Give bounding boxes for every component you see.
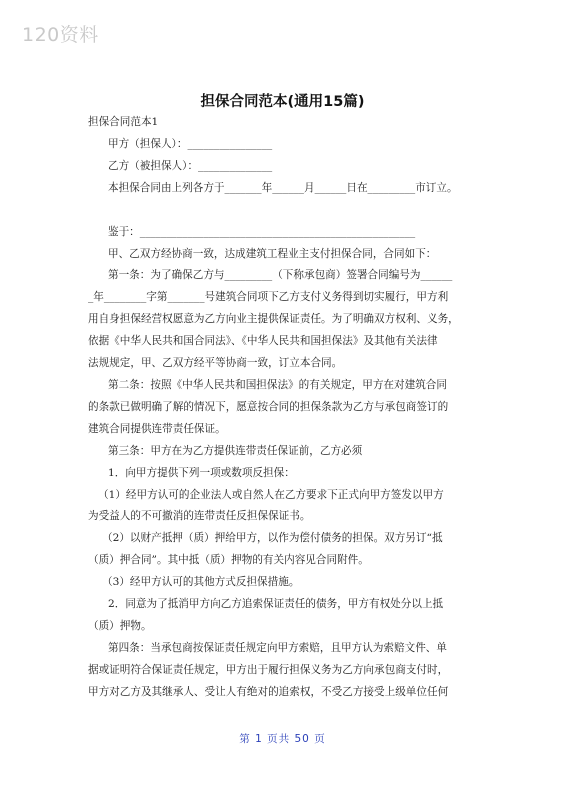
blank-line [88, 200, 480, 222]
article-3-item-line: 2．同意为了抵消甲方向乙方追索保证责任的债务，甲方有权处分以上抵 [108, 598, 444, 611]
party-a-line: 甲方（担保人）：________________ [108, 137, 273, 150]
section-heading: 担保合同范本1 [88, 116, 159, 128]
article-3-item-line: （质）押物。 [88, 619, 152, 632]
article-3-item-line: （质）押合同”。其中抵（质）押物的有关内容见合同附件。 [88, 554, 369, 567]
article-3-line: 第三条：甲方在为乙方提供连带责任保证前，乙方必须 [108, 444, 363, 457]
article-1-line: 用自身担保经营权愿意为乙方向业主提供保证责任。为了明确双方权利、义务， [88, 313, 459, 326]
whereas-line: 鉴于：____________________________________________________ [108, 225, 416, 238]
article-3-item-line: 为受益人的不可撤消的连带责任反担保保证书。 [88, 510, 311, 523]
article-2-line: 第二条：按照《中华人民共和国担保法》的有关规定，甲方在对建筑合同 [108, 378, 447, 391]
article-1-line: 法规规定，甲、乙双方经平等协商一致，订立本合同。 [88, 357, 343, 370]
article-4-line: 第四条：当承包商按保证责任规定向甲方索赔，且甲方认为索赔文件、单 [108, 641, 447, 654]
signing-line: 本担保合同由上列各方于_______年______月______日在_________市订立。 [108, 181, 458, 194]
document-body [88, 112, 480, 704]
article-1-line: 第一条：为了确保乙方与_________（下称承包商）签署合同编号为______ [108, 269, 453, 282]
page-number: 第 1 页共 50 页 [239, 733, 326, 745]
body-paragraph-line: 甲、乙双方经协商一致，达成建筑工程业主支付担保合同，合同如下： [108, 247, 437, 260]
article-2-line: 的条款已做明确了解的情况下，愿意按合同的担保条款为乙方与承包商签订的 [88, 400, 449, 413]
article-1-line: 依据《中华人民共和国合同法》、《中华人民共和国担保法》及其他有关法律 [88, 335, 438, 348]
article-3-item-line: （3）经甲方认可的其他方式反担保措施。 [102, 576, 300, 589]
article-3-item-line: 1．向甲方提供下列一项或数项反担保： [108, 466, 295, 479]
article-3-item-line: （2）以财产抵押（质）押给甲方，以作为偿付债务的担保。双方另订“抵 [102, 532, 443, 545]
article-4-line: 甲方对乙方及其继承人、受让人有绝对的追索权，不受乙方接受上级单位任何 [88, 685, 449, 698]
article-4-line: 据或证明符合保证责任规定，甲方出于履行担保义务为乙方向承包商支付时， [88, 663, 449, 676]
watermark-logo: 120资料 [22, 24, 99, 46]
article-2-line: 建筑合同提供连带责任保证。 [88, 422, 226, 435]
document-title: 担保合同范本(通用15篇) [200, 94, 365, 110]
article-3-item-line: （1）经甲方认可的企业法人或自然人在乙方要求下正式向甲方签发以甲方 [98, 488, 444, 501]
party-b-line: 乙方（被担保人）：______________ [108, 159, 273, 172]
article-1-line: _年________字第_______号建筑合同项下乙方支付义务得到切实履行，甲方利 [88, 291, 449, 304]
